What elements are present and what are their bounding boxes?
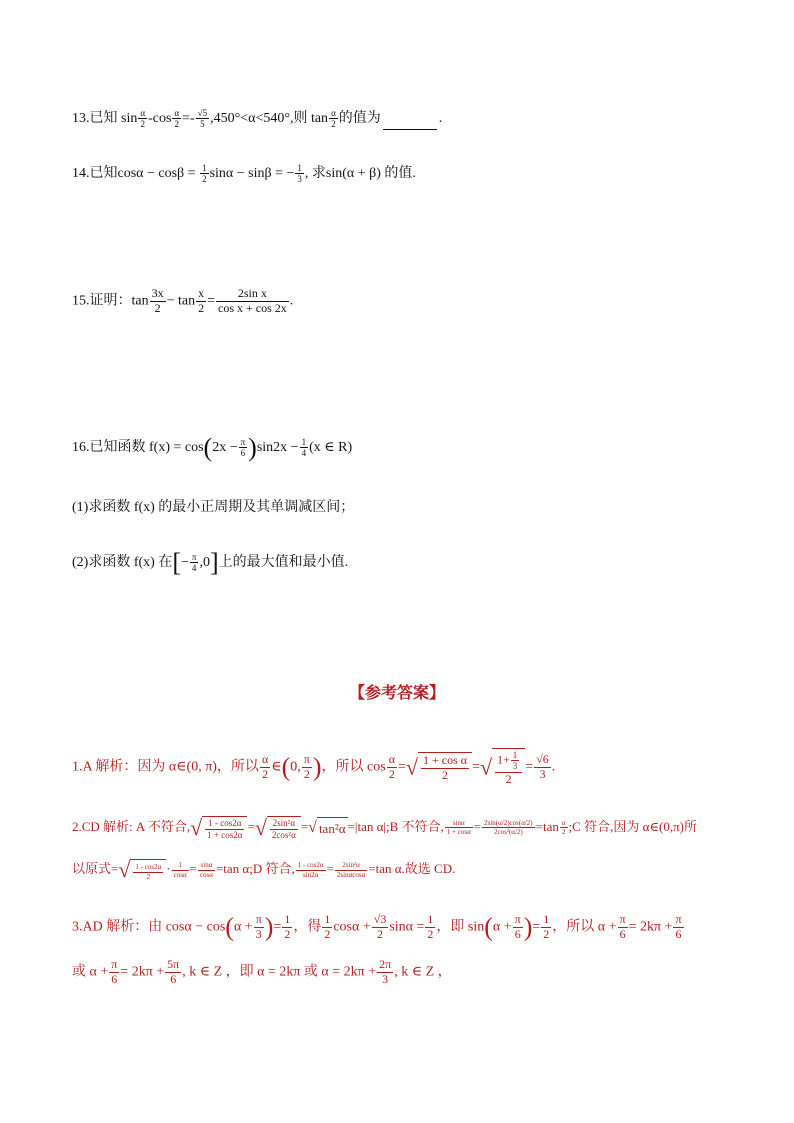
answer-3: 3.AD 解析：由 cosα − cos(α + $\frac{\pi}{3}$ )= $\frac{1}{2}$ ，得 $\frac{1}{2}$ cosα + $\frac{√3}{2}$ sinα = $\frac{1}{2}$ ，即 sin(α + $\frac{\pi}{6}$ )= $\frac{1}{2}$ ，所以 α + $\frac{\pi}{6}$ = 2kπ + $\frac{\pi}{6}$: [72, 912, 682, 942]
fraction: $\frac{\pi}{4}$: [191, 552, 197, 574]
problem-15-number: 15.: [72, 293, 90, 309]
problem-14: 14.已知cosα − cosβ = $\frac{1}{2}$ sinα − sinβ = − $\frac{1}{3}$ , 求sin(α + β) 的值.: [72, 163, 416, 185]
fraction: $\frac{√5}{5}$: [197, 108, 208, 130]
fraction: $\frac{\sin\alpha}{\cos\alpha}$: [199, 861, 213, 879]
fraction: $\frac{\pi}{3}$: [255, 912, 262, 941]
fraction: $\frac{√3}{2}$: [373, 912, 387, 941]
problem-16: 16.已知函数 f(x) = cos(2x − $\frac{\pi}{6}$ )sin2x − $\frac{1}{4}$ (x ∈ R): [72, 432, 353, 462]
fraction: $\frac{1}{3}$: [297, 163, 302, 185]
answer-3-continued: 或 α + $\frac{\pi}{6}$ = 2kπ + $\frac{5\pi}{6}$ , k ∈ Z ，即 α = 2kπ 或 α = 2kπ + $\frac{2\pi}{3}$ , k ∈ Z ，: [72, 957, 452, 986]
fraction: $\frac{\pi}{6}$: [111, 957, 118, 986]
answer-blank: [383, 115, 437, 130]
fraction: $\frac{√6}{3}$: [536, 751, 549, 781]
answers-title: 【参考答案】: [348, 683, 445, 702]
fraction: $\frac{\text{2sin²α}}{2\sin\alpha\cos\alpha}$: [336, 861, 366, 879]
fraction: $\frac{x}{2}$: [198, 286, 205, 315]
fraction: $\frac{\pi}{6}$: [619, 912, 626, 941]
fraction: $\frac{\pi}{6}$: [514, 912, 521, 941]
fraction: $\frac{\alpha}{2}$: [331, 108, 336, 130]
fraction: $\frac{1}{2}$: [284, 912, 291, 941]
fraction: $\frac{\pi}{2}$: [303, 751, 310, 781]
problem-16-part-1: (1)求函数 f(x) 的最小正周期及其单调减区间；: [72, 500, 355, 515]
problem-13: 13.已知 sin $\frac{\alpha}{2}$ -cos $\frac{\alpha}{2}$ =- $\frac{√5}{5}$ ,450°<α<540°,则 tan $\frac{\alpha}{2}$ 的值为 .: [72, 108, 443, 130]
fraction: $\frac{1}{2}$: [543, 912, 550, 941]
problem-16-part-2: (2)求函数 f(x) 在[− $\frac{\pi}{4}$ ,0]上的最大值和最小值.: [72, 547, 349, 577]
fraction: $\frac{\pi}{6}$: [675, 912, 682, 941]
fraction: $\frac{\alpha}{2}$: [261, 751, 269, 781]
problem-16-number: 16.: [72, 440, 90, 456]
square-root: √ $\frac{\text{2sin²α}}{\text{2cos²α}}$: [255, 816, 301, 840]
answer-2-continued: 以原式=√ $\frac{1 - \cos 2\alpha}{2}$ · $\frac{1}{\cos\alpha}$ = $\frac{\sin\alpha}{\cos\alpha}$ =tan α;D 符合, $\frac{1 - \cos 2\alpha}{\sin 2\alpha}$ = $\frac{\text{2sin²α}}{2\sin\alpha\cos\alpha}$ =tan α.故选 CD.: [72, 857, 456, 883]
fraction: $\frac{\text{2sin x}}{\text{cos x + cos 2x}}$: [218, 286, 287, 315]
square-root: √ tan²α: [308, 817, 347, 839]
fraction: $\frac{2\sin(\alpha/2)\cos(\alpha/2)}{\text{2cos²(α/2)}}$: [484, 819, 533, 837]
fraction: $\frac{1}{2}$: [202, 163, 207, 185]
fraction: $\frac{1}{\cos\alpha}$: [173, 861, 187, 879]
answer-2: 2.CD 解析: A 不符合,√ $\frac{1 - \cos 2\alpha}{1 + \cos 2\alpha}$ =√ $\frac{\text{2sin²α}}{\text{2cos²α}}$ =√ tan²α =|tan α|;B 不符合, $\frac{\sin\alpha}{1 + \cos\alpha}$ = $\frac{2\sin(\alpha/2)\cos(\alpha/2)}{\text{2cos²(α/2)}}$ =tan $\frac{\alpha}{2}$ ;C 符合,因为 α∈(0,π)所: [72, 814, 697, 840]
fraction: $\frac{2\pi}{3}$: [379, 957, 392, 986]
fraction: $\frac{1}{2}$: [324, 912, 331, 941]
square-root: √ $\frac{1 - \cos 2\alpha}{1 + \cos 2\alpha}$: [190, 816, 247, 840]
problem-15: 15.证明：tan $\frac{3x}{2}$ − tan $\frac{x}{2}$ = $\frac{\text{2sin x}}{\text{cos x + cos 2x}}$ .: [72, 286, 294, 315]
fraction: $\frac{\sin\alpha}{1 + \cos\alpha}$: [446, 819, 471, 837]
fraction: $\frac{3x}{2}$: [151, 286, 164, 315]
fraction: $\frac{\alpha}{2}$: [140, 108, 146, 130]
fraction: $\frac{\alpha}{2}$: [388, 751, 395, 781]
square-root: √ $\frac{1 - \cos 2\alpha}{2}$: [118, 859, 166, 881]
fraction: $\frac{\pi}{6}$: [240, 437, 246, 459]
problem-13-number: 13.: [72, 111, 90, 127]
answer-1: 1.A 解析：因为 α∈(0, π)，所以 $\frac{\alpha}{2}$ ∈(0, $\frac{\pi}{2}$ )，所以 cos $\frac{\alpha}{2}$ =√ $\frac{\text{1 + cos α}}{2}$ =√ 1+ $\frac{1}{3}$ 2 = $\frac{√6}{3}$ .: [72, 750, 556, 786]
problem-14-number: 14.: [72, 166, 90, 182]
fraction: $\frac{\alpha}{2}$: [174, 108, 180, 130]
fraction: $\frac{1}{2}$: [427, 912, 434, 941]
fraction: $\frac{5\pi}{6}$: [167, 957, 180, 986]
fraction: $\frac{1 - \cos 2\alpha}{\sin 2\alpha}$: [297, 861, 324, 879]
square-root: √ $\frac{\text{1 + cos α}}{2}$: [406, 752, 472, 783]
fraction: $\frac{1}{4}$: [301, 437, 307, 459]
square-root: √ 1+ $\frac{1}{3}$ 2: [480, 748, 525, 786]
fraction: $\frac{\alpha}{2}$: [561, 819, 566, 837]
